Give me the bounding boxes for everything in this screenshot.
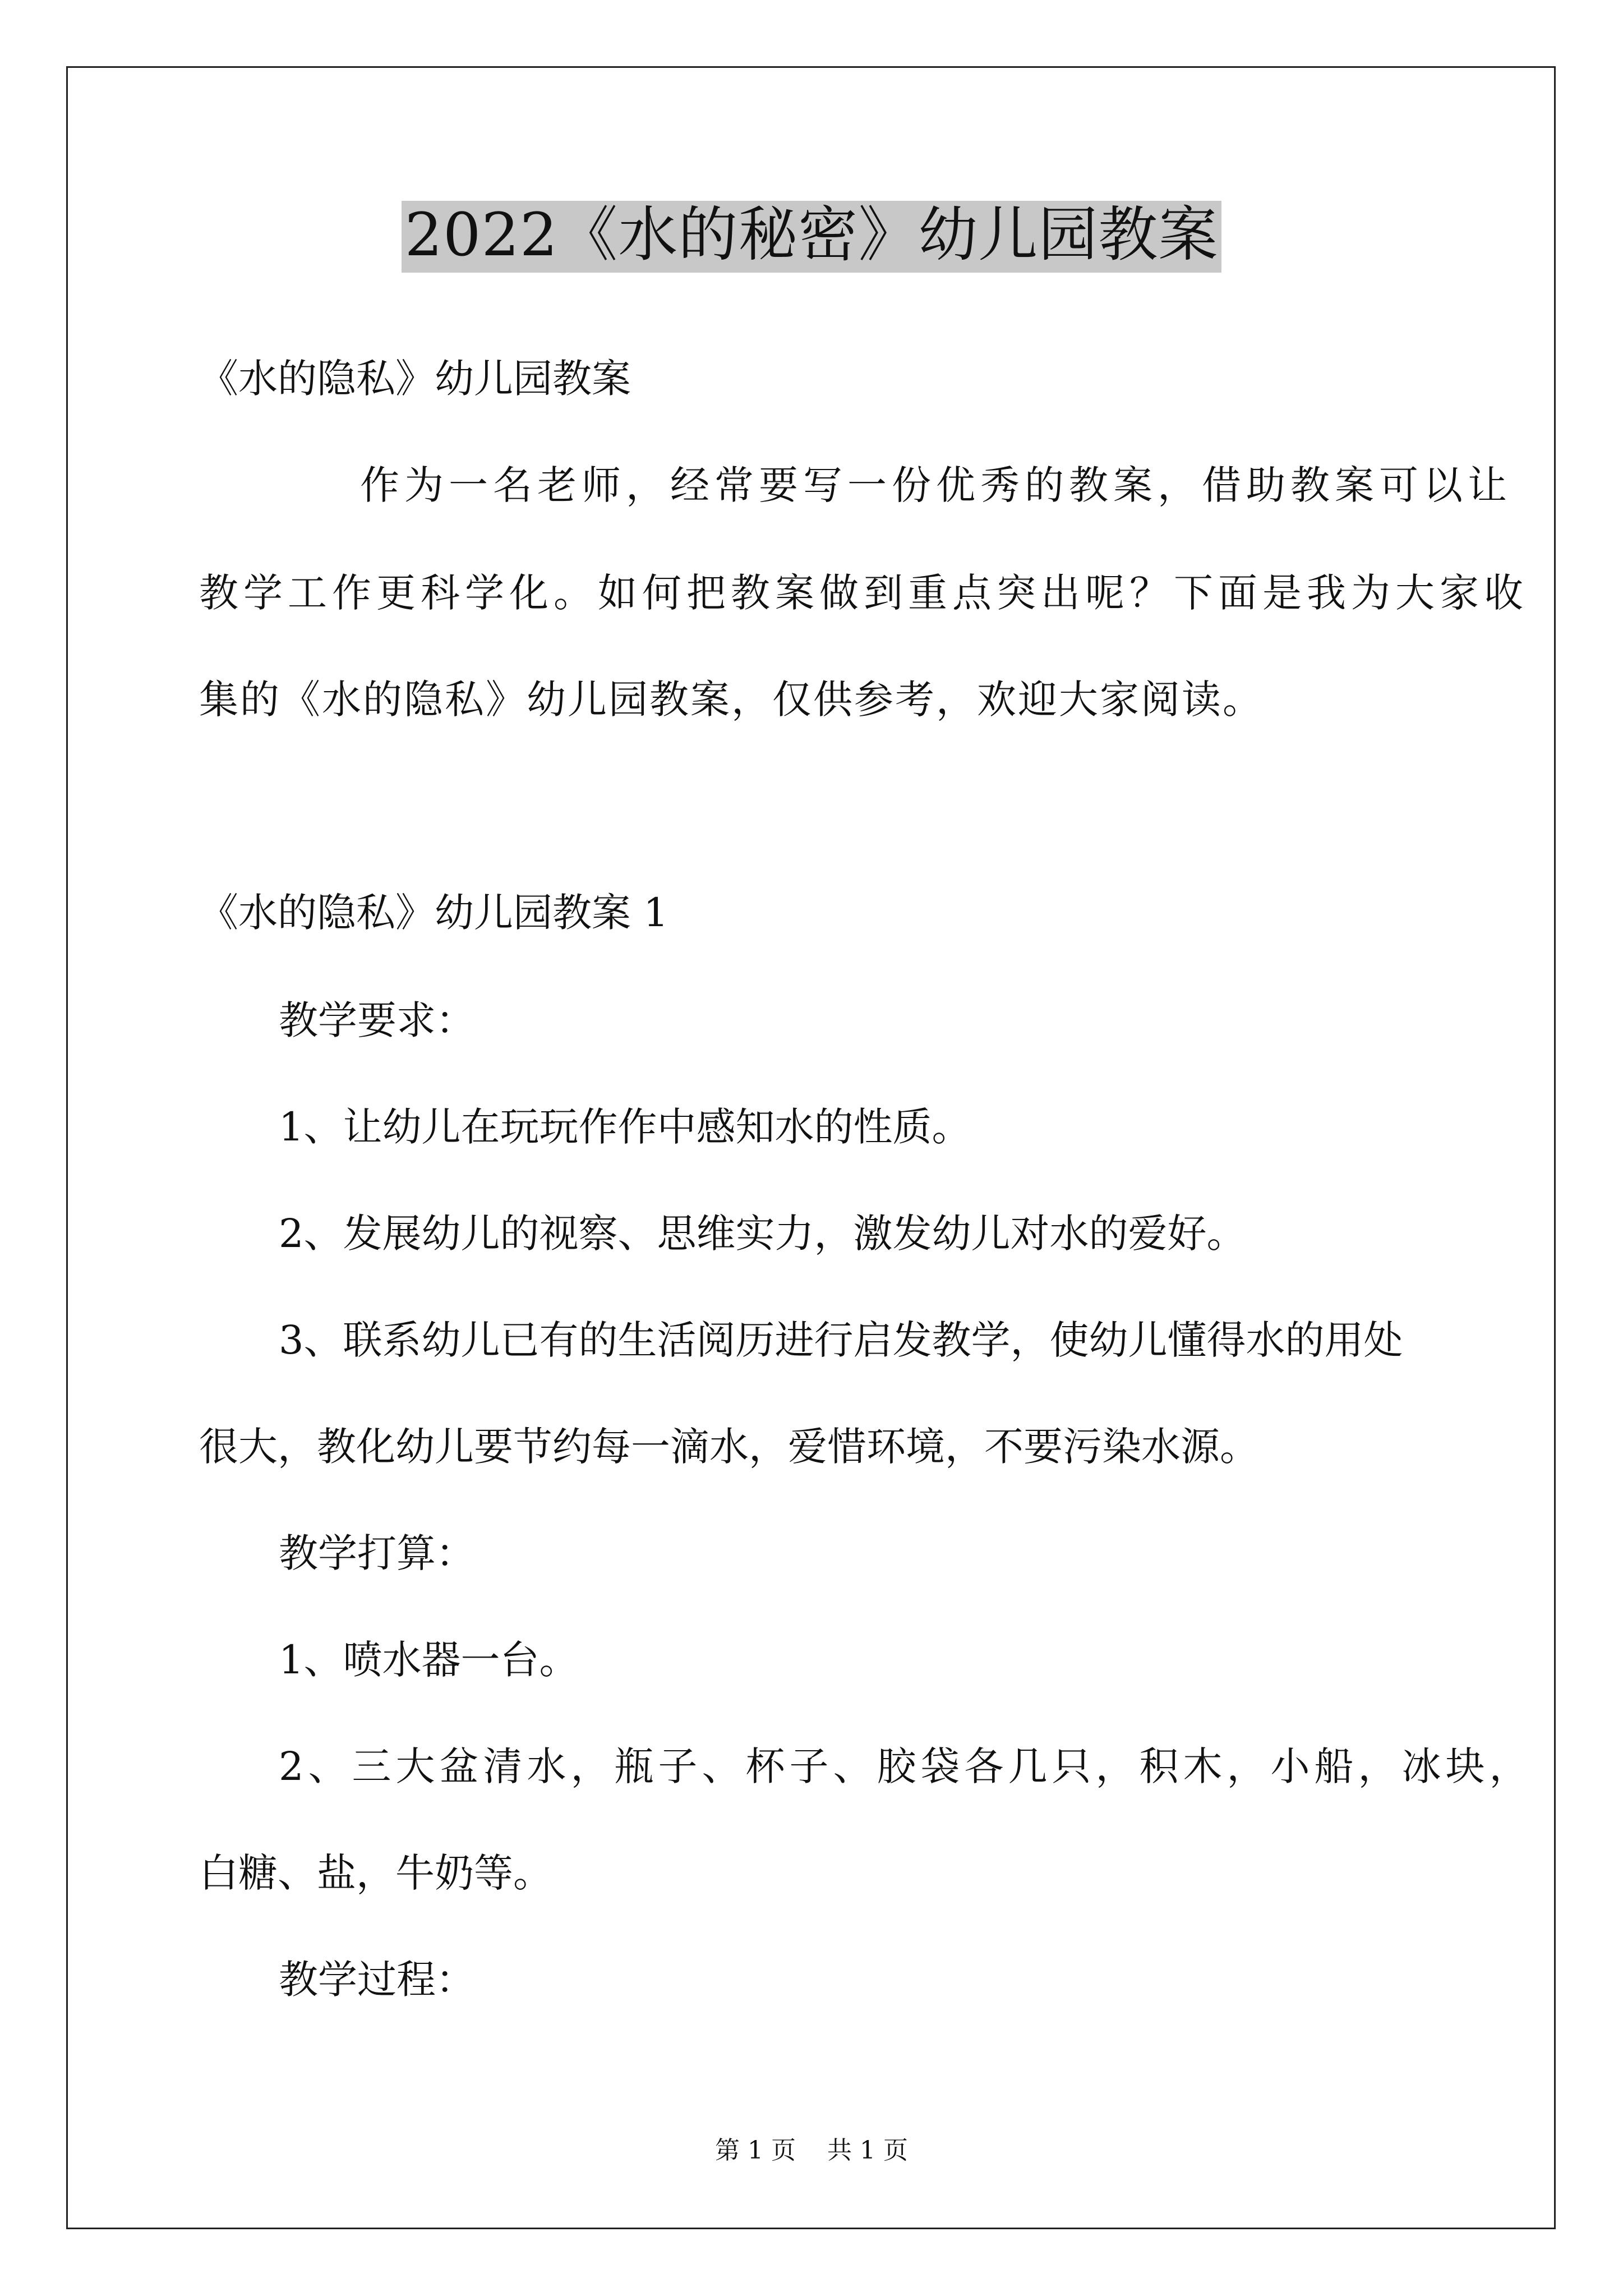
- requirement-item-3-line-2: 很大，教化幼儿要节约每一滴水，爱惜环境，不要污染水源。: [199, 1424, 1259, 1470]
- intro-line-3: 集的《水的隐私》幼儿园教案，仅供参考，欢迎大家阅读。: [199, 677, 1264, 723]
- page-number: 第 1 页: [715, 2136, 796, 2165]
- intro-line-2: 教学工作更科学化。如何把教案做到重点突出呢？下面是我为大家收: [199, 570, 1528, 616]
- preparation-item-2-line-2: 白糖、盐，牛奶等。: [199, 1850, 552, 1896]
- process-heading: 教学过程：: [279, 1957, 475, 2003]
- requirement-item-2: 2、发展幼儿的视察、思维实力，激发幼儿对水的爱好。: [279, 1211, 1246, 1257]
- requirement-item-3-line-1: 3、联系幼儿已有的生活阅历进行启发教学，使幼儿懂得水的用处: [279, 1317, 1403, 1363]
- page-footer: [0, 2138, 1623, 2163]
- document-title: [0, 201, 1623, 273]
- preparation-heading: 教学打算：: [279, 1530, 475, 1576]
- intro-line-1: 作为一名老师，经常要写一份优秀的教案，借助教案可以让: [360, 462, 1512, 508]
- requirements-heading: 教学要求：: [279, 997, 475, 1043]
- document-title-text: 2022《水的秘密》幼儿园教案: [402, 201, 1222, 273]
- preparation-item-1: 1、喷水器一台。: [279, 1637, 579, 1683]
- subtitle: 《水的隐私》幼儿园教案: [199, 356, 631, 402]
- section-title: 《水的隐私》幼儿园教案 1: [199, 890, 668, 936]
- preparation-item-2-line-1: 2、三大盆清水，瓶子、杯子、胶袋各几只，积木，小船，冰块，: [279, 1743, 1533, 1789]
- requirement-item-1: 1、让幼儿在玩玩作作中感知水的性质。: [279, 1104, 971, 1150]
- page-total: 共 1 页: [827, 2136, 908, 2165]
